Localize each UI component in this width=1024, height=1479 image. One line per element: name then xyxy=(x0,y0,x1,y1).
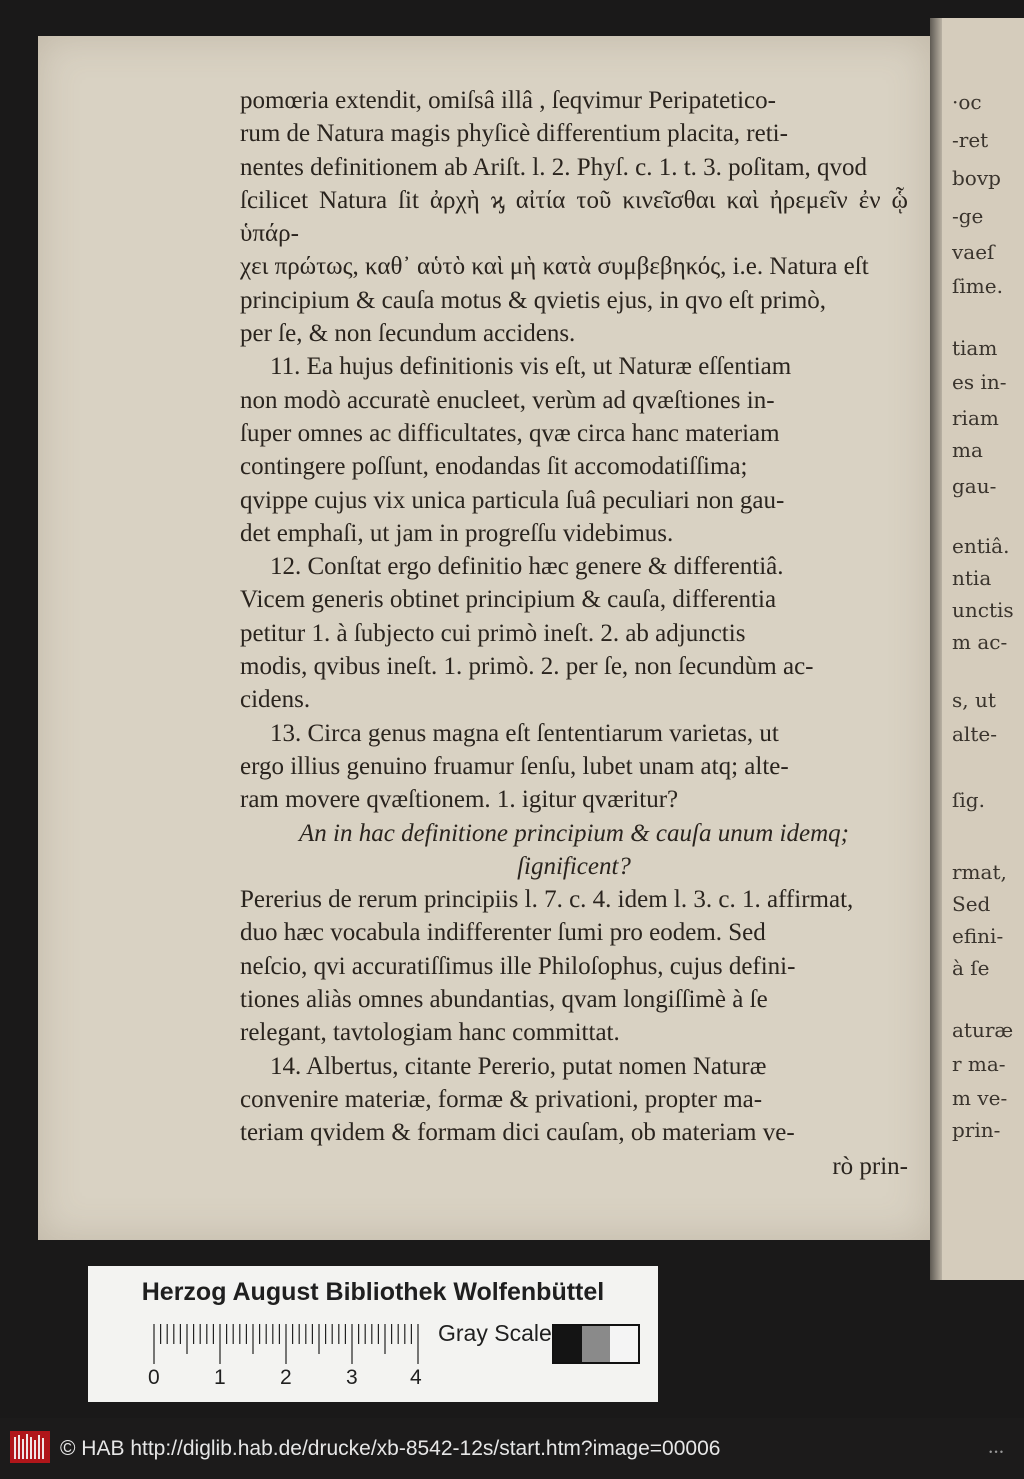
facing-page-fragment: vaeſ xyxy=(952,240,995,264)
copyright-footer xyxy=(0,1418,1024,1479)
ruler-icon xyxy=(150,1322,420,1366)
text-line: cidens. xyxy=(240,686,311,714)
facing-page-fragment: gau- xyxy=(952,474,997,498)
paragraph-11 xyxy=(240,350,908,550)
facing-page-fragment: ſime. xyxy=(952,274,1003,298)
copyright-link[interactable]: © HAB http://diglib.hab.de/drucke/xb-8542-12s/start.htm?image=00006 xyxy=(60,1437,721,1460)
text-line: ergo illius genuino fruamur ſenſu, lubet unam atq; alte- xyxy=(240,752,789,780)
archive-label-card xyxy=(88,1266,658,1402)
text-line: principium & cauſa motus & qvietis ejus, in qvo eſt primò, xyxy=(240,286,827,314)
question-heading xyxy=(240,817,908,884)
text-line: Vicem generis obtinet principium & cauſa, differentia xyxy=(240,586,777,614)
facing-page-fragment: à ſe xyxy=(952,956,990,980)
text-line: ſignificent? xyxy=(517,852,631,880)
text-line: teriam qvidem & formam dici cauſam, ob materiam ve- xyxy=(240,1119,795,1147)
gray-swatch xyxy=(554,1326,582,1362)
text-line: relegant, tavtologiam hanc committat. xyxy=(240,1019,620,1047)
text-line: ram movere qvæſtionem. 1. igitur qværitur? xyxy=(240,786,679,814)
page-text xyxy=(240,84,908,1183)
text-line: convenire materiæ, formæ & privationi, propter ma- xyxy=(240,1085,763,1113)
facing-page-fragment: alte- xyxy=(952,722,997,746)
library-name: Herzog August Bibliothek Wolfenbüttel xyxy=(141,1278,605,1306)
hab-logo-icon xyxy=(10,1431,50,1463)
text-line: qvippe cujus vix unica particula ſuâ peculiari non gau- xyxy=(240,486,785,514)
facing-page xyxy=(930,18,1024,1280)
ruler-number: 4 xyxy=(410,1366,422,1389)
text-line: 14. Albertus, citante Pererio, putat nomen Naturæ xyxy=(270,1052,767,1080)
facing-page-fragment: ·oc xyxy=(952,90,982,114)
text-line: 11. Ea hujus definitionis vis eſt, ut Naturæ eſſentiam xyxy=(270,353,792,381)
gray-scale-swatches xyxy=(552,1324,640,1364)
text-line: χει πρώτως, καθ᾽ αὑτὸ καὶ μὴ κατὰ συμβεβηκός, i.e. Natura eſt xyxy=(240,253,869,281)
facing-page-fragment: aturæ xyxy=(952,1018,1014,1042)
ruler-number: 0 xyxy=(148,1366,160,1389)
facing-page-fragment: -ret xyxy=(952,128,989,152)
facing-page-fragment: m ve- xyxy=(952,1086,1008,1110)
text-line: duo hæc vocabula indifferenter ſumi pro eodem. Sed xyxy=(240,919,766,947)
facing-page-fragment: es in- xyxy=(952,370,1007,394)
facing-page-fragment: s, ut xyxy=(952,688,996,712)
gray-swatch xyxy=(610,1326,638,1362)
text-line: ſuper omnes ac difficultates, qvæ circa hanc materiam xyxy=(240,419,780,447)
facing-page-fragment: -ge xyxy=(952,204,984,228)
facing-page-fragment: r ma- xyxy=(952,1052,1006,1076)
text-line: rum de Natura magis phyſicè differentium placita, reti- xyxy=(240,120,788,148)
facing-page-fragment: ma xyxy=(952,438,983,462)
facing-page-fragment: m ac- xyxy=(952,630,1008,654)
paragraph-answer xyxy=(240,883,908,1049)
text-line: tiones aliàs omnes abundantias, qvam longiſſimè à ſe xyxy=(240,986,768,1014)
text-line: pomœria extendit, omiſsâ illâ , ſeqvimur Peripatetico- xyxy=(240,87,776,114)
facing-page-fragment: ntia xyxy=(952,566,992,590)
paragraph-intro xyxy=(240,84,908,350)
text-line: non modò accuratè enucleet, verùm ad qvæſtiones in- xyxy=(240,386,775,414)
text-line: Pererius de rerum principiis l. 7. c. 4. idem l. 3. c. 1. affirmat, xyxy=(240,886,854,914)
text-line: An in hac definitione principium & cauſa unum idemq; xyxy=(299,819,849,847)
gray-scale-label: Gray Scale xyxy=(438,1320,552,1346)
ruler-number: 2 xyxy=(280,1366,292,1389)
menu-dots-icon: ••• xyxy=(988,1448,1005,1458)
paragraph-13 xyxy=(240,717,908,817)
text-line: per ſe, & non ſecundum accidens. xyxy=(240,320,576,348)
facing-page-fragment: Sed xyxy=(952,892,991,916)
text-line: contingere poſſunt, enodandas ſit accomodatiſſima; xyxy=(240,453,748,481)
catchword: rò prin- xyxy=(832,1152,908,1180)
ruler-number: 1 xyxy=(214,1366,226,1389)
paragraph-12 xyxy=(240,550,908,716)
facing-page-fragment: riam xyxy=(952,406,999,430)
book-page xyxy=(38,36,930,1240)
text-line: ſcilicet Natura ſit ἀρχὴ ϗ αἰτία τοῦ κινεῖσθαι καὶ ἠρεμεῖν ἐν ᾧ ὑπάρ- xyxy=(240,186,908,248)
text-line: 13. Circa genus magna eſt ſententiarum varietas, ut xyxy=(270,719,779,747)
text-line: nentes definitionem ab Ariſt. l. 2. Phyſ. c. 1. t. 3. poſitam, qvod xyxy=(240,153,868,181)
facing-page-fragment: bovp xyxy=(952,166,1001,190)
text-line: det emphaſi, ut jam in progreſſu videbimus. xyxy=(240,519,674,547)
facing-page-fragment: unctis xyxy=(952,598,1014,622)
facing-page-fragment: tiam xyxy=(952,336,998,360)
ruler-number: 3 xyxy=(346,1366,358,1389)
gray-swatch xyxy=(582,1326,610,1362)
facing-page-fragment: ſig. xyxy=(952,788,985,812)
text-line: petitur 1. à ſubjecto cui primò ineſt. 2. ab adjunctis xyxy=(240,619,746,647)
facing-page-fragment: efini- xyxy=(952,924,1004,948)
paragraph-14 xyxy=(240,1050,908,1150)
page-gutter-shadow xyxy=(930,18,942,1280)
text-line: 12. Conſtat ergo definitio hæc genere & differentiâ. xyxy=(270,553,784,581)
facing-page-fragment: entiâ. xyxy=(952,534,1010,558)
text-line: neſcio, qvi accuratiſſimus ille Philoſophus, cujus defini- xyxy=(240,952,796,980)
facing-page-fragment: rmat, xyxy=(952,860,1007,884)
text-line: modis, qvibus ineſt. 1. primò. 2. per ſe, non ſecundùm ac- xyxy=(240,653,814,681)
facing-page-fragment: prin- xyxy=(952,1118,1001,1142)
